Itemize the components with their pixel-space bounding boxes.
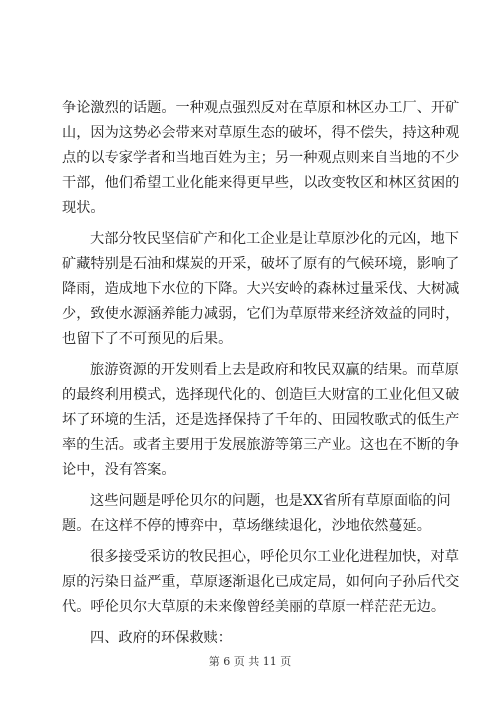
text-line: 旅游资源的开发则看上去是政府和牧民双赢的结果。而草原 [90, 362, 459, 378]
paragraph-3 [62, 358, 460, 483]
body-text [62, 96, 460, 657]
text-line: 山，因为这势必会带来对草原生态的破坏，得不偿失，持这种观 [62, 125, 460, 141]
text-line: 点的以专家学者和当地百姓为主；另一种观点则来自当地的不少 [62, 150, 460, 166]
text-line: 大部分牧民坚信矿产和化工企业是让草原沙化的元凶，地下 [90, 231, 459, 247]
paragraph-4 [62, 489, 451, 539]
text-line: 这些问题是呼伦贝尔的问题，也是XX省所有草原面临的问 [90, 493, 451, 509]
text-line: 题。在这样不停的博弈中，草场继续退化，沙地依然蔓延。 [62, 518, 431, 534]
text-line: 现状。 [62, 200, 105, 216]
page-footer [0, 653, 500, 669]
text-line: 矿藏特别是石油和煤炭的开采，破坏了原有的气候环境，影响了 [62, 256, 460, 272]
paragraph-2 [62, 227, 460, 352]
text-line: 干部，他们希望工业化能来得更早些，以改变牧区和林区贫困的 [62, 175, 460, 191]
text-line: 坏了环境的生活，还是选择保持了千年的、田园牧歌式的低生产 [62, 412, 460, 428]
text-line: 降雨，造成地下水位的下降。大兴安岭的森林过量采伐、大树减 [62, 281, 460, 297]
section-heading: 四、政府的环保救赎： [90, 630, 232, 646]
text-line: 论中，没有答案。 [62, 462, 176, 478]
text-line: 少，致使水源涵养能力减弱，它们为草原带来经济效益的同时， [62, 306, 460, 322]
paragraph-6 [62, 626, 442, 651]
paragraph-1 [62, 96, 460, 221]
text-line: 原的污染日益严重，草原逐渐退化已成定局，如何向子孙后代交 [62, 574, 460, 590]
text-line: 代。呼伦贝尔大草原的未来像曾经美丽的草原一样茫茫无边。 [62, 599, 446, 615]
text-line: 争论激烈的话题。一种观点强烈反对在草原和林区办工厂、开矿 [62, 100, 460, 116]
text-line: 很多接受采访的牧民担心，呼伦贝尔工业化进程加快，对草 [90, 549, 459, 565]
page-number: 第 6 页 共 11 页 [208, 655, 292, 668]
text-line: 率的生活。或者主要用于发展旅游等第三产业。这也在不断的争 [62, 437, 460, 453]
paragraph-5 [62, 545, 460, 620]
text-line: 的最终利用模式，选择现代化的、创造巨大财富的工业化但又破 [62, 387, 460, 403]
text-line: 也留下了不可预见的后果。 [62, 331, 233, 347]
